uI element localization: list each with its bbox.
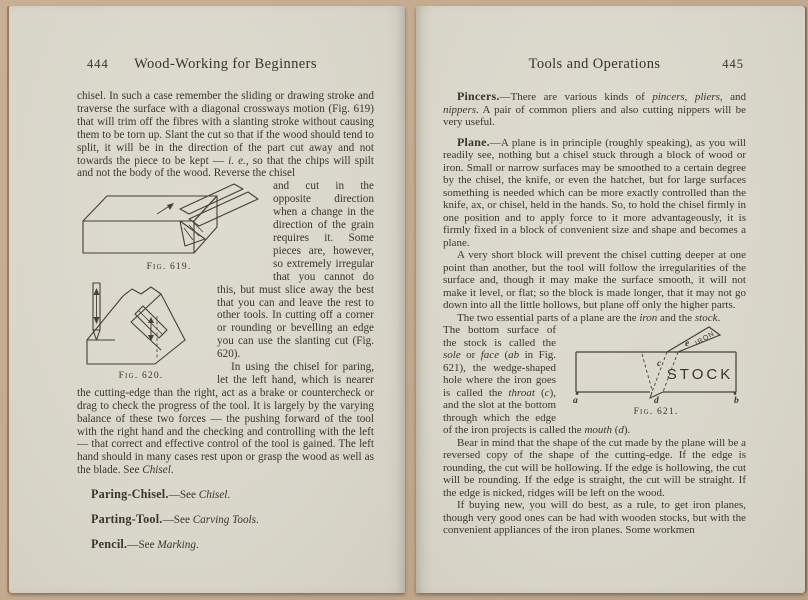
paragraph-paring: In using the chisel for paring, let the left hand, which is nearer the cutting-edge than the right, act as a brake or countercheck or drag to check the progress of the tool. It is largely by the varying balance of these two forces — the pushing forward of the tool with the right hand and the checking and controlling with the left — that correct and effective control of the tool is gained. The left hand should in many cases rest upon or grasp the wood as well as the blade. See Chisel. [77, 361, 374, 477]
letter-a: a [573, 396, 578, 404]
paragraph-plane: Plane.—A plane is in principle (roughly speaking), as you will readily see, nothing but a chisel stuck through a block of wood or iron. Small or narrow surfaces may be smoothed to a certain degree by the chisel, the knife, or even the hatchet, but for large surfaces something is needed which can be more exactly controlled than the knife, ax, or chisel, held in the hands. So, to hold the chisel firmly in one position and to apply force to it more advantageously, it is firmly fixed in a block of convenient size and shape and becomes a plane. [443, 134, 746, 249]
vertical-arrow-head-up [94, 288, 100, 295]
letter-c: c [657, 359, 662, 369]
bevel-arrow-head-up [148, 317, 154, 323]
foot-mark-a [576, 392, 579, 395]
paragraph-plane-parts-intro: The two essential parts of a plane are the iron and the stock. [457, 311, 721, 324]
iron-label: IRON [694, 330, 717, 348]
fig620-drawing [77, 280, 205, 368]
left-page [9, 6, 405, 593]
left-running-title: Wood-Working for Beginners [134, 56, 317, 72]
figure-621 [566, 326, 746, 419]
letter-e: e [685, 339, 690, 349]
entry-parting-tool: Parting-Tool.—See Carving Tools. [91, 512, 259, 527]
fig621-drawing [566, 326, 746, 404]
figure-619 [77, 183, 261, 274]
right-running-title: Tools and Operations [528, 56, 661, 72]
wood-block-front-face [83, 221, 194, 253]
stroke-arrow-head [167, 203, 174, 210]
block-outline [87, 287, 185, 364]
paragraph-chisel-main: chisel. In such a case remember the sliding or drawing stroke and traverse the surface with a diagonal crossways motion (Fig. 619) that will trim off the fibres with a slanting stroke without causing them to be torn up. Slant the cut so that if the wood should tend to split, it will be in the direction of the part cut away and not towards the piece to be kept — i. e., so that the chips will spilt and not the body of the wood. Reverse the chisel [77, 90, 375, 180]
figure-caption: Fig. 619. [146, 262, 192, 273]
left-page-number: 444 [87, 57, 109, 71]
figure-620 [77, 280, 205, 383]
entry-pencil: Pencil.—See Marking. [91, 537, 199, 551]
entry-paring-chisel: Paring-Chisel.—See Chisel. [91, 487, 231, 502]
paragraph-short-block: A very short block will prevent the chisel cutting deeper at one point than another, but the tool will follow the irregularities of the surface and, though it may make the surface smooth, it will not make it level, or flat; so the block is made longer, that it may not go down into all the little hollows, but plane off only the higher parts. [443, 249, 746, 311]
letter-b: b [734, 396, 739, 404]
right-page-number: 445 [722, 57, 744, 71]
vertical-arrow-head-down [94, 317, 100, 324]
vertical-chisel-tip [93, 330, 100, 340]
bevel-ridge [131, 294, 161, 350]
stock-label: STOCK [666, 366, 734, 383]
paragraph-pincers: Pincers.—There are various kinds of pincers, pliers, and nippers. A pair of common pliers and also cutting nippers will be very useful. [443, 89, 746, 128]
paragraph-chisel-wrapped: Fig. 619. Fig. 620. and cut in the opposite direction when a change in the direction of the grain requires it. Some pieces are, however, so extremely irregular that you cannot do this, but must slice away the best that you can and leave the rest to other tools. In cutting off a corner or rounding or bevelling an edge you can use the slanting cut (Fig. 620). [77, 180, 374, 361]
right-page [416, 6, 805, 593]
paragraph-cut-shape: Bear in mind that the shape of the cut made by the plane will be a reversed copy of the shape of the cutting-edge. If the edge is rounding, the cut will be hollowing. If the edge is hollowing, the cut will be rounding. If the edge is straight, the cut will be straight. If the edge is nicked, ridges will be left on the wood. [443, 436, 746, 499]
paragraph-buying: If buying new, you will do best, as a rule, to get iron planes, though very good ones can be had with wooden stocks, but with the convenient appliances of the iron planes. Some workmen [443, 499, 746, 536]
throat-dashed [642, 354, 652, 390]
paragraph-plane-parts: STOCK IRON e c a d b Fig. 621. The bottom surface of the stock is called the sole or face (ab in Fig. 621), the wedge-shaped hole where the iron goes is called the throat (c), and the slot at the bottom through which the edge of the iron projects is called the mouth (d). [443, 324, 746, 437]
figure-caption: Fig. 621. [633, 407, 679, 417]
right-page-header [443, 56, 746, 73]
fig619-drawing [77, 183, 261, 259]
figure-caption: Fig. 620. [118, 371, 164, 382]
letter-d: d [654, 396, 659, 404]
left-page-header [77, 56, 374, 73]
foot-mark-b [734, 392, 737, 395]
